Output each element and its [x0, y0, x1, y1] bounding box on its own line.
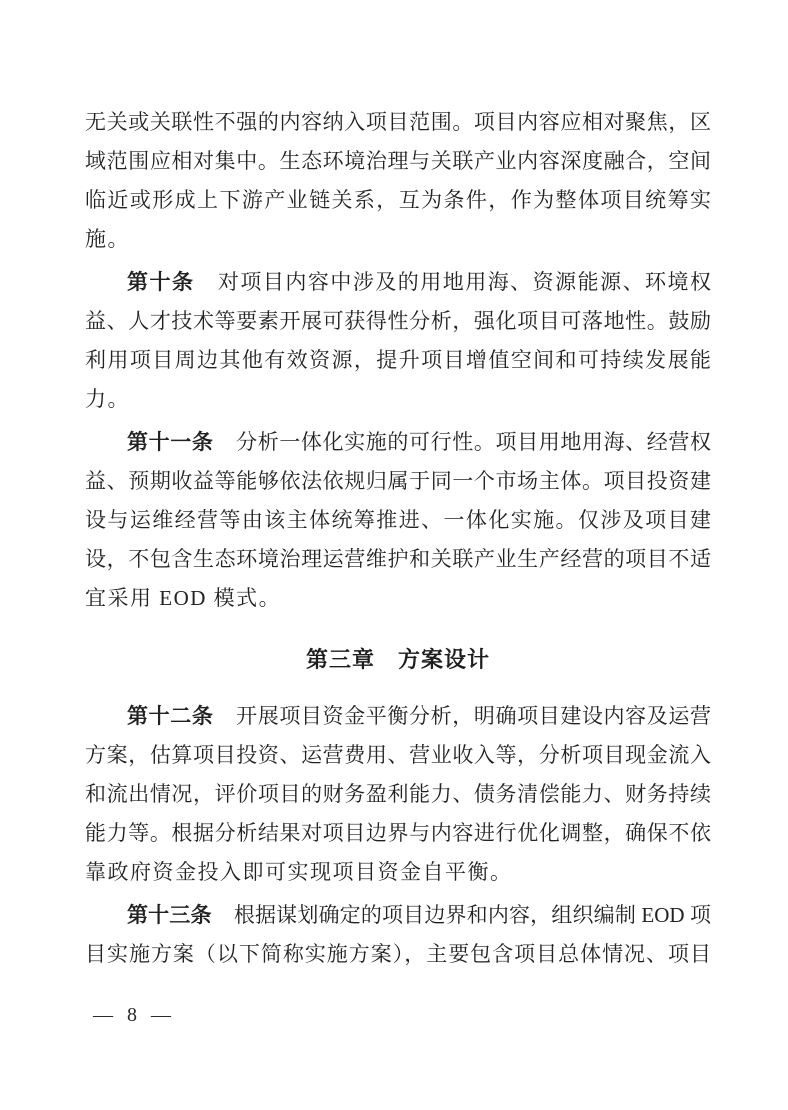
text-line: 设，不包含生态环境治理运营维护和关联产业生产经营的项目不适	[85, 547, 711, 571]
text-line: 设与运维经营等由该主体统筹推进、一体化实施。仅涉及项目建	[85, 508, 711, 532]
article-number-label: 第十条	[127, 271, 195, 294]
text-line: 和流出情况，评价项目的财务盈利能力、债务清偿能力、财务持续	[85, 782, 711, 806]
chapter-heading: 第三章 方案设计	[305, 647, 490, 672]
text-line: 利用项目周边其他有效资源，提升项目增值空间和可持续发展能	[85, 348, 711, 372]
text-line	[85, 423, 711, 462]
article-paragraph	[85, 896, 711, 974]
text-line: 力。	[85, 387, 130, 411]
page-number: 8	[127, 1004, 137, 1026]
text-line: 临近或形成上下游产业链关系，互为条件，作为整体项目统筹实	[85, 188, 711, 212]
text-line: 无关或关联性不强的内容纳入项目范围。项目内容应相对聚焦，区	[85, 110, 711, 134]
text-line: 能力等。根据分析结果对项目边界与内容进行优化调整，确保不依	[85, 821, 711, 845]
article-paragraph	[85, 423, 711, 618]
line-text: 根据谋划确定的项目边界和内容，组织编制 EOD 项	[233, 903, 711, 927]
continuation-paragraph	[85, 103, 711, 259]
footer-dash-right: —	[151, 1004, 171, 1026]
text-line: 益、人才技术等要素开展可获得性分析，强化项目可落地性。鼓励	[85, 309, 711, 333]
text-line: 施。	[85, 227, 130, 251]
article-number-label: 第十三条	[127, 904, 212, 927]
text-line	[85, 697, 711, 736]
line-text: 对项目内容中涉及的用地用海、资源能源、环境权	[216, 270, 712, 294]
text-line	[85, 263, 711, 302]
page-footer	[93, 1000, 171, 1030]
line-text: 分析一体化实施的可行性。项目用地用海、经营权	[235, 430, 712, 454]
article-paragraph	[85, 263, 711, 419]
article-number-label: 第十一条	[127, 431, 214, 454]
text-line: 宜采用 EOD 模式。	[85, 586, 282, 610]
article-paragraph	[85, 697, 711, 892]
text-line: 目实施方案（以下简称实施方案），主要包含项目总体情况、项目	[85, 942, 711, 966]
text-line: 益、预期收益等能够依法依规归属于同一个市场主体。项目投资建	[85, 469, 711, 493]
text-line	[85, 896, 711, 935]
text-line: 方案，估算项目投资、运营费用、营业收入等，分析项目现金流入	[85, 743, 711, 767]
document-body	[85, 103, 711, 978]
footer-dash-left: —	[93, 1004, 113, 1026]
line-text: 开展项目资金平衡分析，明确项目建设内容及运营	[235, 704, 712, 728]
text-line: 靠政府资金投入即可实现项目资金自平衡。	[85, 860, 513, 884]
text-line: 域范围应相对集中。生态环境治理与关联产业内容深度融合，空间	[85, 149, 711, 173]
article-number-label: 第十二条	[127, 705, 214, 728]
